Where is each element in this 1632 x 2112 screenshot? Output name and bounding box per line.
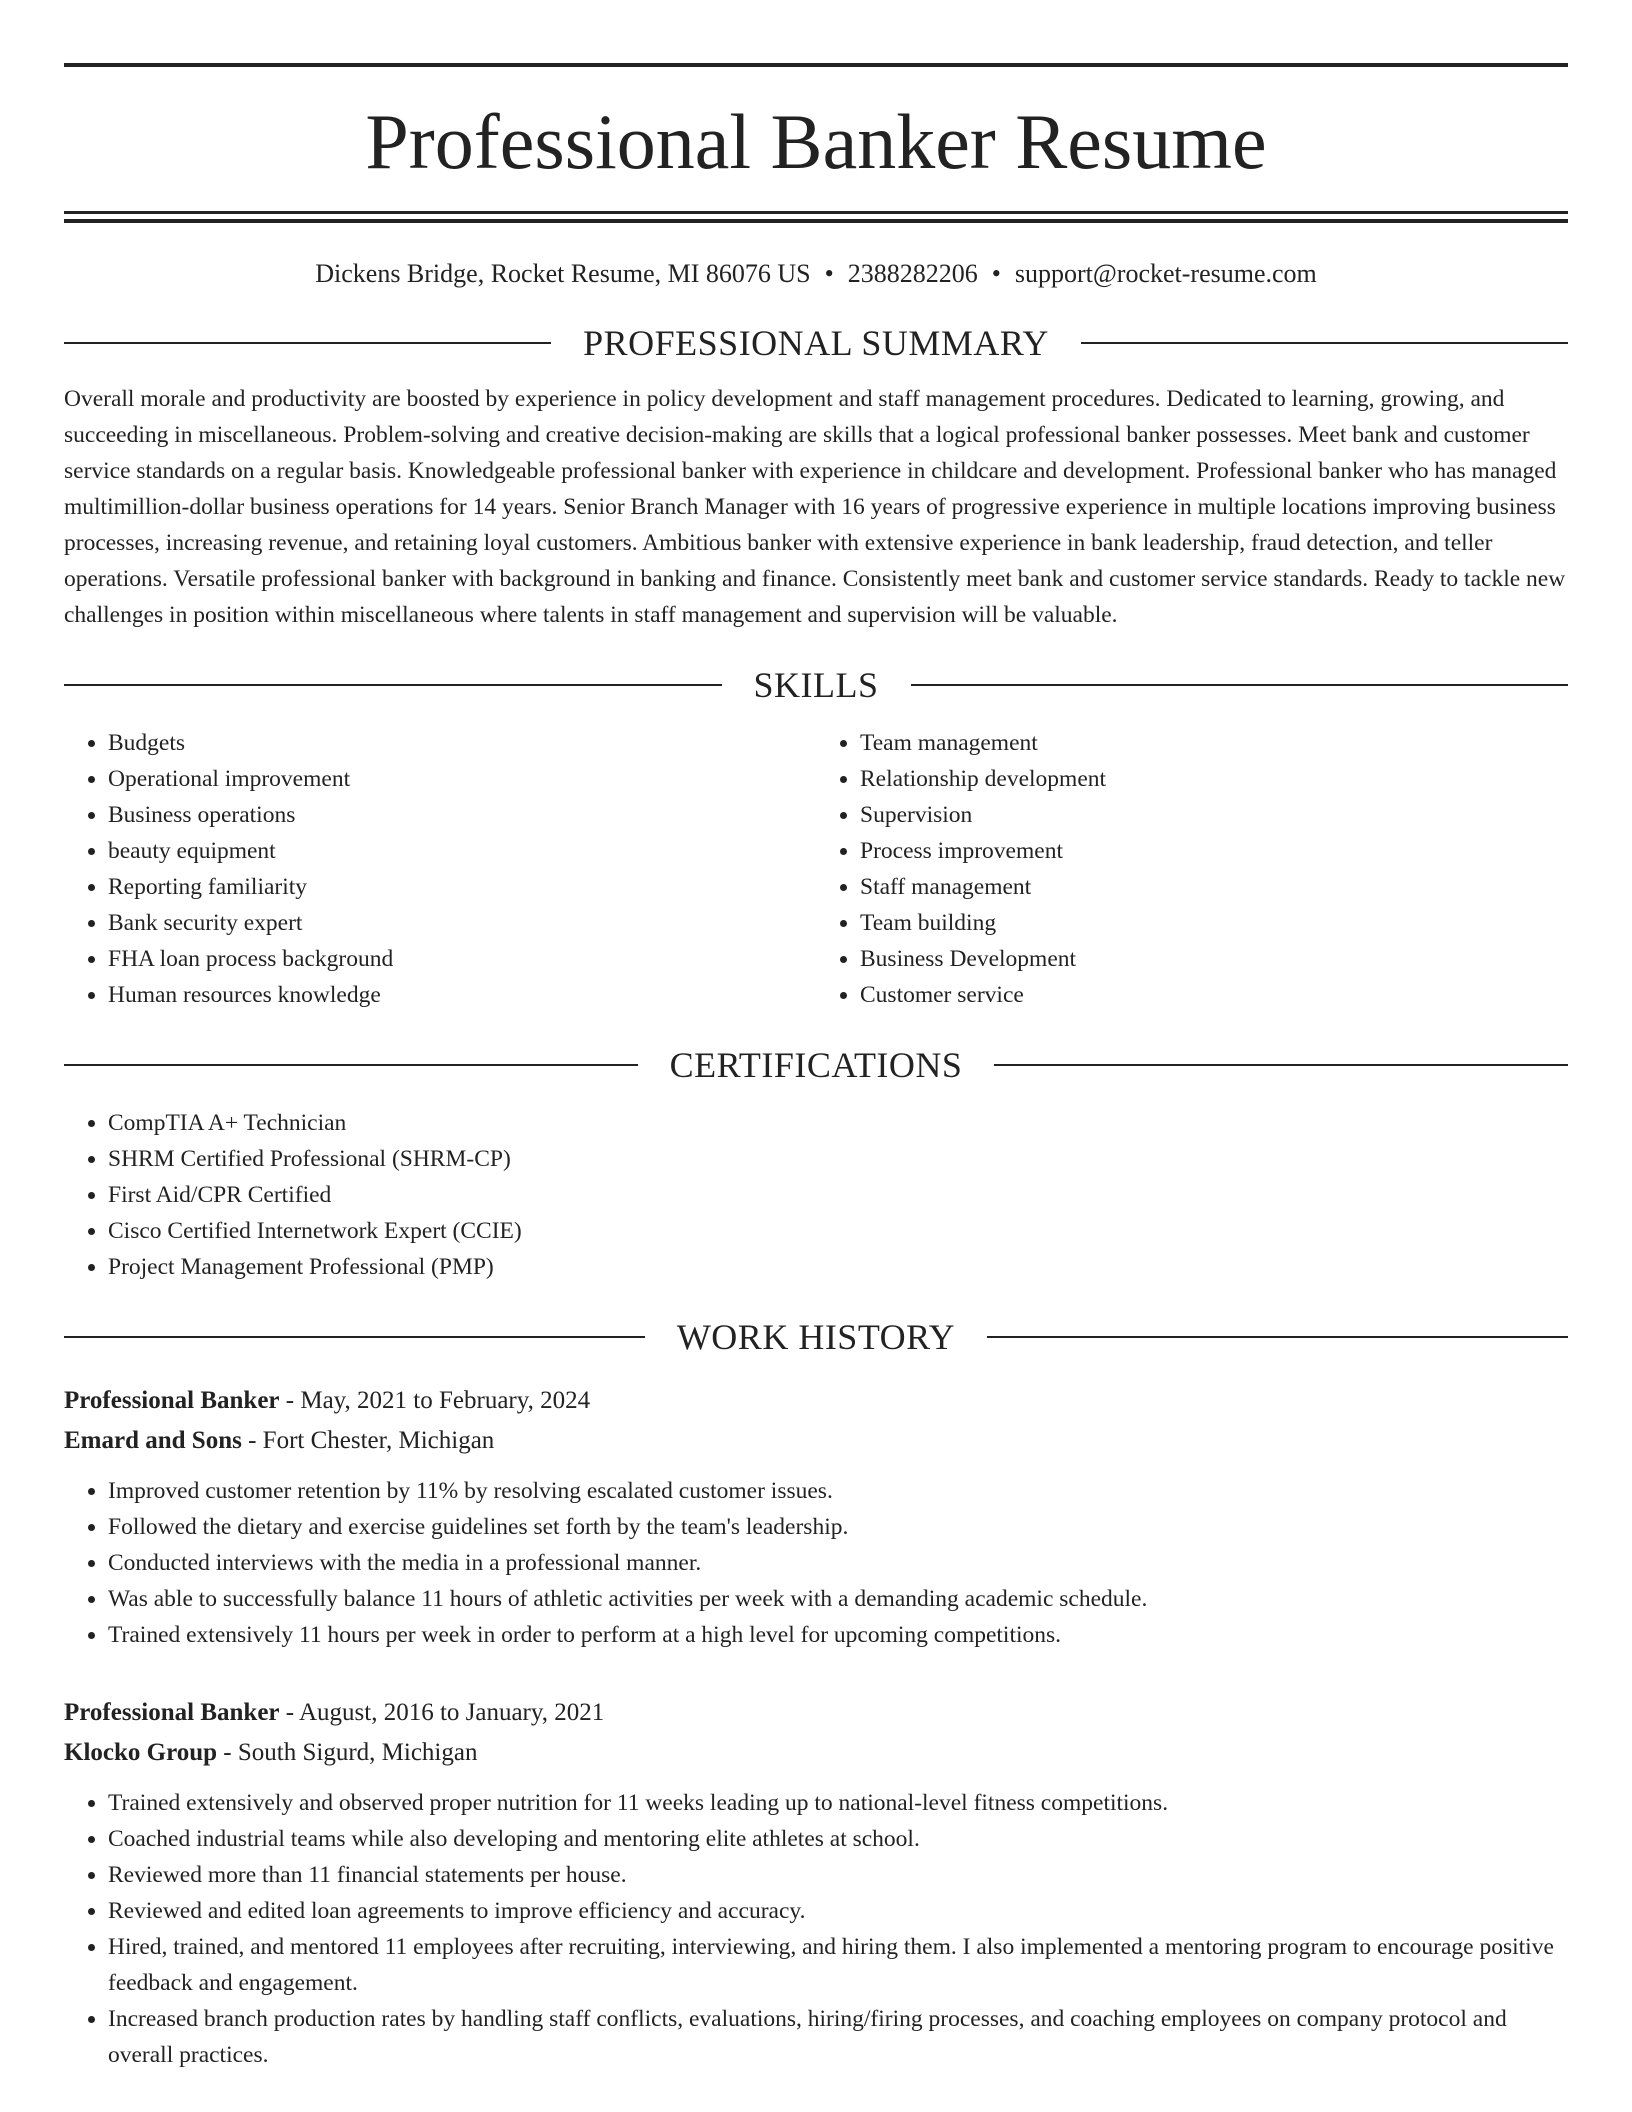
job-title: Professional Banker (64, 1387, 280, 1414)
contact-line (64, 259, 1568, 289)
certification-item: • CompTIA A+ Technician (108, 1105, 1568, 1141)
heading-rule (911, 684, 1569, 686)
skill-item: • Business operations (108, 797, 816, 833)
skill-item: • Team management (860, 725, 1568, 761)
section-title: CERTIFICATIONS (669, 1045, 963, 1085)
skill-item: • Customer service (860, 977, 1568, 1013)
certification-item: • Cisco Certified Internetwork Expert (CCIE) (108, 1213, 1568, 1249)
job-dates: - May, 2021 to February, 2024 (285, 1387, 591, 1414)
skill-item: • Relationship development (860, 761, 1568, 797)
job-company: Emard and Sons (64, 1427, 242, 1454)
contact-address: Dickens Bridge, Rocket Resume, MI 86076 US (315, 259, 811, 288)
contact-phone: 2388282206 (847, 259, 978, 288)
certification-item: • First Aid/CPR Certified (108, 1177, 1568, 1213)
skill-item: • Operational improvement (108, 761, 816, 797)
job-company: Klocko Group (64, 1739, 218, 1766)
heading-rule (64, 684, 722, 686)
job-bullet: • Hired, trained, and mentored 11 employees after recruiting, interviewing, and hiring them. I also implemented a mentoring program to encourage positive feedback and engagement. (108, 1929, 1568, 2001)
heading-rule (987, 1336, 1568, 1338)
skills-column-left (64, 725, 816, 1013)
job-entry (64, 1381, 1568, 1653)
job-location: - Fort Chester, Michigan (248, 1427, 495, 1454)
skill-item: • Budgets (108, 725, 816, 761)
certification-item: • SHRM Certified Professional (SHRM-CP) (108, 1141, 1568, 1177)
job-bullet: • Improved customer retention by 11% by resolving escalated customer issues. (108, 1473, 1568, 1509)
skill-item: • Business Development (860, 941, 1568, 977)
section-title: SKILLS (753, 665, 879, 705)
contact-separator: • (824, 259, 834, 288)
job-bullets (64, 1473, 1568, 1653)
skill-item: • Supervision (860, 797, 1568, 833)
heading-rule (1081, 342, 1568, 344)
skill-item: • Team building (860, 905, 1568, 941)
heading-rule (64, 342, 551, 344)
job-bullet: • Followed the dietary and exercise guidelines set forth by the team's leadership. (108, 1509, 1568, 1545)
heading-rule (64, 1064, 638, 1066)
top-rule (64, 63, 1568, 67)
resume-title: Professional Banker Resume (365, 98, 1267, 185)
job-entry (64, 1693, 1568, 2073)
skill-item: • Staff management (860, 869, 1568, 905)
skills-column-right (816, 725, 1568, 1013)
job-bullets (64, 1785, 1568, 2073)
skills-list (64, 725, 1568, 1013)
skill-item: • Process improvement (860, 833, 1568, 869)
job-title-line (64, 1381, 1568, 1421)
job-company-line (64, 1733, 1568, 1773)
section-title: WORK HISTORY (676, 1317, 956, 1357)
heading-rule (64, 1336, 645, 1338)
job-bullet: • Reviewed and edited loan agreements to improve efficiency and accuracy. (108, 1893, 1568, 1929)
section-title: PROFESSIONAL SUMMARY (583, 323, 1049, 363)
skill-item: • Bank security expert (108, 905, 816, 941)
section-heading-certifications (64, 1047, 1568, 1083)
skill-item: • FHA loan process background (108, 941, 816, 977)
certifications-list (64, 1105, 1568, 1285)
job-bullet: • Trained extensively and observed proper nutrition for 11 weeks leading up to national-level fitness competitions. (108, 1785, 1568, 1821)
skill-item: • Human resources knowledge (108, 977, 816, 1013)
contact-separator: • (991, 259, 1001, 288)
contact-email: support@rocket-resume.com (1014, 259, 1317, 288)
job-company-line (64, 1421, 1568, 1461)
job-bullet: • Reviewed more than 11 financial statements per house. (108, 1857, 1568, 1893)
job-title-line (64, 1693, 1568, 1733)
job-bullet: • Increased branch production rates by handling staff conflicts, evaluations, hiring/firing processes, and coaching employees on company protocol and overall practices. (108, 2001, 1568, 2073)
skill-item: • Reporting familiarity (108, 869, 816, 905)
job-bullet: • Was able to successfully balance 11 hours of athletic activities per week with a demanding academic schedule. (108, 1581, 1568, 1617)
section-heading-skills (64, 667, 1568, 703)
job-dates: - August, 2016 to January, 2021 (285, 1699, 605, 1726)
job-location: - South Sigurd, Michigan (223, 1739, 478, 1766)
job-title: Professional Banker (64, 1699, 280, 1726)
section-heading-work-history (64, 1319, 1568, 1355)
title-double-rule (64, 211, 1568, 223)
heading-rule (994, 1064, 1568, 1066)
summary-text: Overall morale and productivity are boosted by experience in policy development and staff management procedures. Dedicated to learning, growing, and succeeding in miscellaneous. Problem-solving and creative decision-making are skills that a logical professional banker possesses. Meet bank and customer service standards on a regular basis. Knowledgeable professional banker with experience in childcare and development. Professional banker who has managed multimillion-dollar business operations for 14 years. Senior Branch Manager with 16 years of progressive experience in multiple locations improving business processes, increasing revenue, and retaining loyal customers. Ambitious banker with extensive experience in bank leadership, fraud detection, and teller operations. Versatile professional banker with background in banking and finance. Consistently meet bank and customer service standards. Ready to tackle new challenges in position within miscellaneous where talents in staff management and supervision will be valuable. (64, 386, 1566, 628)
job-bullet: • Trained extensively 11 hours per week in order to perform at a high level for upcoming competitions. (108, 1617, 1568, 1653)
job-bullet: • Conducted interviews with the media in a professional manner. (108, 1545, 1568, 1581)
certification-item: • Project Management Professional (PMP) (108, 1249, 1568, 1285)
section-heading-summary (64, 325, 1568, 361)
job-bullet: • Coached industrial teams while also developing and mentoring elite athletes at school. (108, 1821, 1568, 1857)
skill-item: • beauty equipment (108, 833, 816, 869)
